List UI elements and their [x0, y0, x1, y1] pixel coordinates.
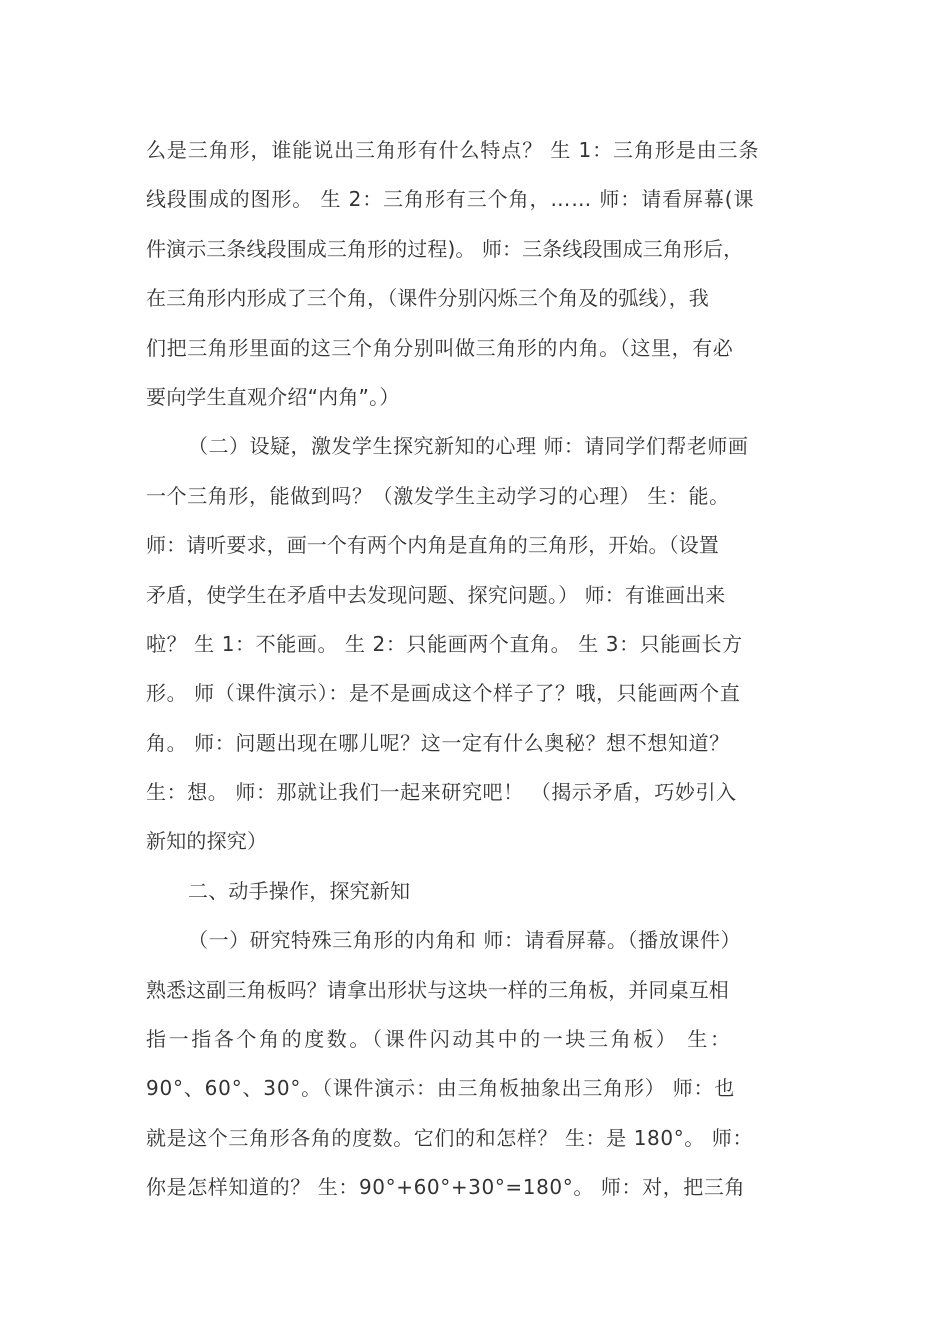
text-line: 就是这个三角形各角的度数。它们的和怎样？ 生：是 180°。 师：: [146, 1125, 754, 1150]
text-line: 线段围成的图形。 生 2：三角形有三个角，…… 师：请看屏幕(课: [146, 187, 755, 212]
text-line: 生：想。 师：那就让我们一起来研究吧！ （揭示矛盾，巧妙引入: [146, 780, 737, 805]
text-line: 90°、60°、30°。（课件演示：由三角板抽象出三角形） 师：也: [146, 1076, 736, 1101]
text-line: 一个三角形，能做到吗？（激发学生主动学习的心理） 生：能。: [146, 483, 730, 508]
text-line: （二）设疑，激发学生探究新知的心理 师：请同学们帮老师画: [188, 434, 749, 459]
text-line: 们把三角形里面的这三个角分别叫做三角形的内角。（这里，有必: [146, 335, 734, 360]
text-line: 啦？ 生 1：不能画。 生 2：只能画两个直角。 生 3：只能画长方: [146, 631, 743, 656]
text-line: 师：请听要求，画一个有两个内角是直角的三角形，开始。（设置: [146, 533, 719, 558]
text-line: 熟悉这副三角板吗？请拿出形状与这块一样的三角板，并同桌互相: [146, 977, 729, 1002]
text-line: 么是三角形，谁能说出三角形有什么特点？ 生 1：三角形是由三条: [146, 138, 760, 162]
body-text: [146, 126, 826, 1213]
text-line: 矛盾，使学生在矛盾中去发现问题、探究问题。） 师：有谁画出来: [146, 582, 726, 607]
text-line: 要向学生直观介绍“内角”。）: [146, 384, 400, 409]
text-line: 角。 师：问题出现在哪儿呢？这一定有什么奥秘？想不想知道？: [146, 730, 730, 755]
section-heading: 二、动手操作，探究新知: [188, 878, 411, 903]
text-line: 形。 师（课件演示）：是不是画成这个样子了？哦，只能画两个直: [146, 681, 741, 706]
text-line: 你是怎样知道的？ 生：90°+60°+30°=180°。 师：对，把三角: [146, 1175, 746, 1200]
text-line: 件演示三条线段围成三角形的过程)。 师：三条线段围成三角形后，: [146, 236, 744, 261]
text-line: 在三角形内形成了三个角，（课件分别闪烁三个角及的弧线），我: [146, 286, 709, 311]
text-line: 新知的探究）: [146, 829, 268, 854]
text-line: 指一指各个角的度数。（课件闪动其中的一块三角板） 生：: [146, 1027, 733, 1052]
text-line: （一）研究特殊三角形的内角和 师：请看屏幕。（播放课件）: [188, 928, 742, 953]
